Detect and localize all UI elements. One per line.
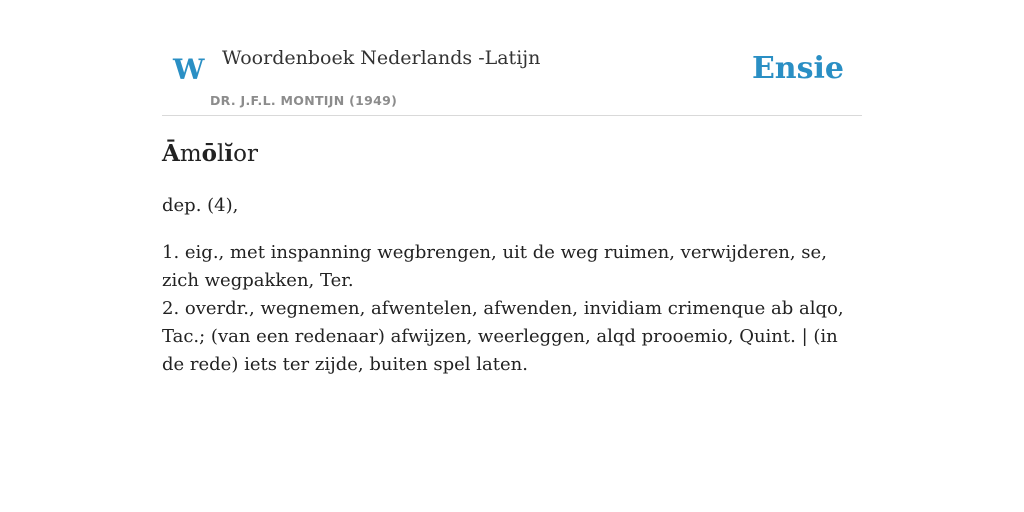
entry-sense-2: 2. overdr., wegnemen, afwentelen, afwenden, invidiam crimenque ab alqo, Tac.; (van een redenaar) afwijzen, weerleggen, alqd prooemio, Quint. | (in de rede) iets ter zijde, buiten spel laten. xyxy=(162,298,844,375)
dictionary-logo[interactable]: W xyxy=(173,53,205,86)
headword-part: or xyxy=(233,141,258,167)
headword-part: l xyxy=(217,141,225,167)
entry-grammar: dep. (4), xyxy=(162,195,239,216)
headword-part: m xyxy=(179,141,202,167)
header-divider xyxy=(162,115,862,116)
headword-part: Ā xyxy=(162,140,180,167)
dictionary-title[interactable]: Woordenboek Nederlands -Latijn xyxy=(222,47,541,69)
headword-part: ō xyxy=(201,140,218,167)
entry-sense-1: 1. eig., met inspanning wegbrengen, uit de weg ruimen, verwijderen, se, zich wegpakken, Ter. xyxy=(162,242,827,291)
headword-part: ĭ xyxy=(224,140,234,167)
entry-headword xyxy=(162,139,258,169)
dictionary-author: DR. J.F.L. MONTIJN (1949) xyxy=(210,93,398,108)
ensie-logo-link[interactable]: Ensie xyxy=(751,51,844,86)
entry-body xyxy=(162,192,862,379)
